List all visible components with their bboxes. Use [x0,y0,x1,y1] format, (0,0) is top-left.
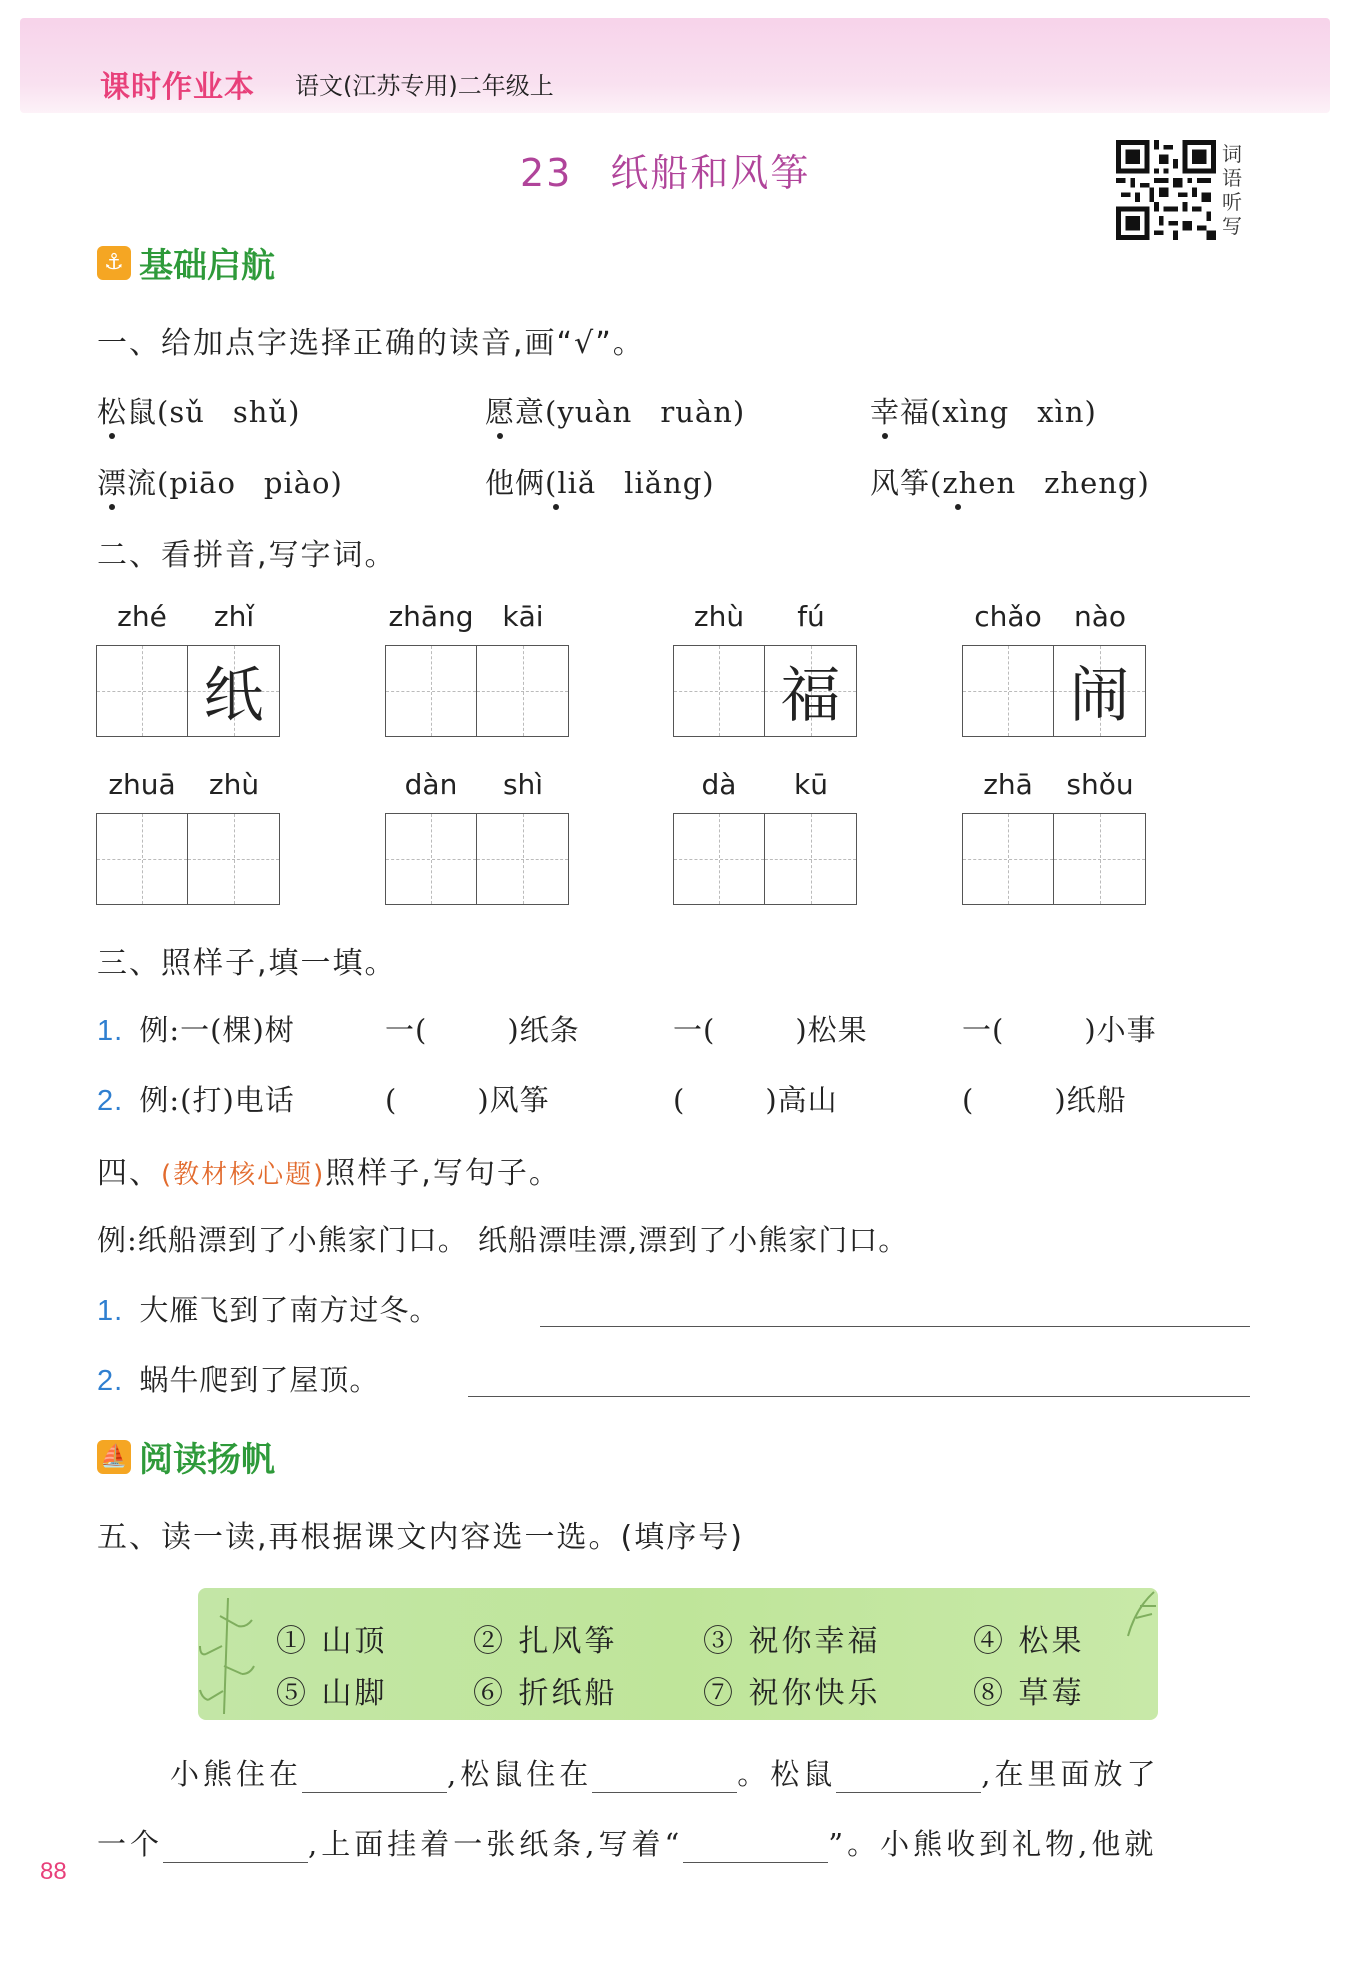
char-cell[interactable] [188,813,280,905]
q5-heading: 五、读一读,再根据课文内容选一选。(填序号) [97,1520,744,1555]
qr-label [1222,142,1246,238]
q3-heading: 三、照样子,填一填。 [97,946,397,981]
option: ② 扎风筝 [473,1624,618,1659]
word-box[interactable]: dàn shì [385,768,569,905]
qr-label-char: 听 [1222,190,1242,214]
anchor-icon: ⚓ [97,246,131,280]
char-cell[interactable] [385,645,477,737]
answer-line[interactable] [468,1396,1250,1397]
q3-blank: 一( )纸条 [385,1013,580,1047]
q4-item: 1. 大雁飞到了南方过冬。 [97,1293,440,1327]
char-cell[interactable] [1054,813,1146,905]
section-basic-label: 基础启航 [139,246,275,286]
options-box [198,1588,1158,1720]
word-box[interactable]: zhù fú 福 [673,600,857,737]
fill-blank[interactable] [592,1762,737,1793]
q1-item: 愿意(yuàn ruàn) [485,395,746,429]
q3-blank: ( )高山 [673,1083,838,1117]
q3-blank: ( )风筝 [385,1083,550,1117]
lesson-title [520,142,810,197]
char-cell[interactable] [477,813,569,905]
bamboo-icon [198,1596,258,1716]
series-title: 课时作业本 [100,70,255,105]
qr-label-char: 词 [1222,142,1242,166]
q4-heading: 四、(教材核心题)照样子,写句子。 [97,1156,561,1191]
option: ⑦ 祝你快乐 [703,1676,881,1711]
q1-item: 幸福(xìng xìn) [870,395,1097,429]
section-reading-label: 阅读扬帆 [139,1440,275,1480]
q1-item: 他俩(liǎ liǎng) [485,466,715,500]
char-cell[interactable] [962,813,1054,905]
word-box[interactable]: zhāng kāi [385,600,569,737]
q4-item: 2. 蜗牛爬到了屋顶。 [97,1363,380,1397]
option: ④ 松果 [973,1624,1085,1659]
char-cell[interactable]: 纸 [188,645,280,737]
word-box[interactable]: zhuā zhù [96,768,280,905]
qr-label-char: 写 [1222,214,1242,238]
char-cell[interactable] [96,813,188,905]
q3-blank: 一( )小事 [962,1013,1157,1047]
qr-code-icon[interactable] [1115,140,1217,240]
sail-icon: ⛵ [97,1440,131,1474]
core-question-tag: (教材核心题) [161,1160,326,1190]
char-cell[interactable] [673,813,765,905]
word-box[interactable]: zhā shǒu [962,768,1146,905]
fill-blank[interactable] [163,1832,308,1863]
char-cell[interactable]: 闹 [1054,645,1146,737]
fill-blank[interactable] [302,1762,447,1793]
qr-label-char: 语 [1222,166,1242,190]
option: ⑤ 山脚 [276,1676,388,1711]
section-basic [97,238,275,287]
option: ③ 祝你幸福 [703,1624,881,1659]
q3-blank: ( )纸船 [962,1083,1127,1117]
q1-item: 松鼠(sǔ shǔ) [97,395,301,429]
option: ① 山顶 [276,1624,388,1659]
char-cell[interactable] [385,813,477,905]
section-reading [97,1432,275,1481]
char-cell[interactable] [962,645,1054,737]
char-cell[interactable] [765,813,857,905]
q2-heading: 二、看拼音,写字词。 [97,538,397,573]
q3-blank: 一( )松果 [673,1013,868,1047]
passage-line-1: 小熊住在 ,松鼠住在 。松鼠 ,在里面放了 [170,1757,1160,1791]
lesson-number: 23 [520,151,573,195]
q3-row-2: 2. 例:(打)电话 [97,1083,295,1117]
word-box[interactable]: chǎo nào 闹 [962,600,1146,737]
fill-blank[interactable] [683,1832,828,1863]
answer-line[interactable] [540,1326,1250,1327]
word-box[interactable]: zhé zhǐ 纸 [96,600,280,737]
char-cell[interactable]: 福 [765,645,857,737]
char-cell[interactable] [673,645,765,737]
page-number: 88 [40,1858,67,1885]
q4-example: 例:纸船漂到了小熊家门口。 纸船漂哇漂,漂到了小熊家门口。 [97,1223,909,1257]
char-cell[interactable] [477,645,569,737]
q1-heading: 一、给加点字选择正确的读音,画“√”。 [97,326,645,361]
bamboo-leaf-icon [1118,1588,1158,1638]
char-cell[interactable] [96,645,188,737]
passage-line-2: 一个 ,上面挂着一张纸条,写着“ ”。小熊收到礼物,他就 [97,1827,1158,1861]
lesson-name: 纸船和风筝 [610,151,811,195]
book-title: 语文(江苏专用)二年级上 [295,72,554,100]
option: ⑥ 折纸船 [473,1676,618,1711]
q1-item: 风筝(zhen zheng) [870,466,1150,500]
q3-row-1: 1. 例:一(棵)树 [97,1013,295,1047]
q1-item: 漂流(piāo piào) [97,466,343,500]
word-box[interactable]: dà kū [673,768,857,905]
option: ⑧ 草莓 [973,1676,1085,1711]
fill-blank[interactable] [836,1762,981,1793]
